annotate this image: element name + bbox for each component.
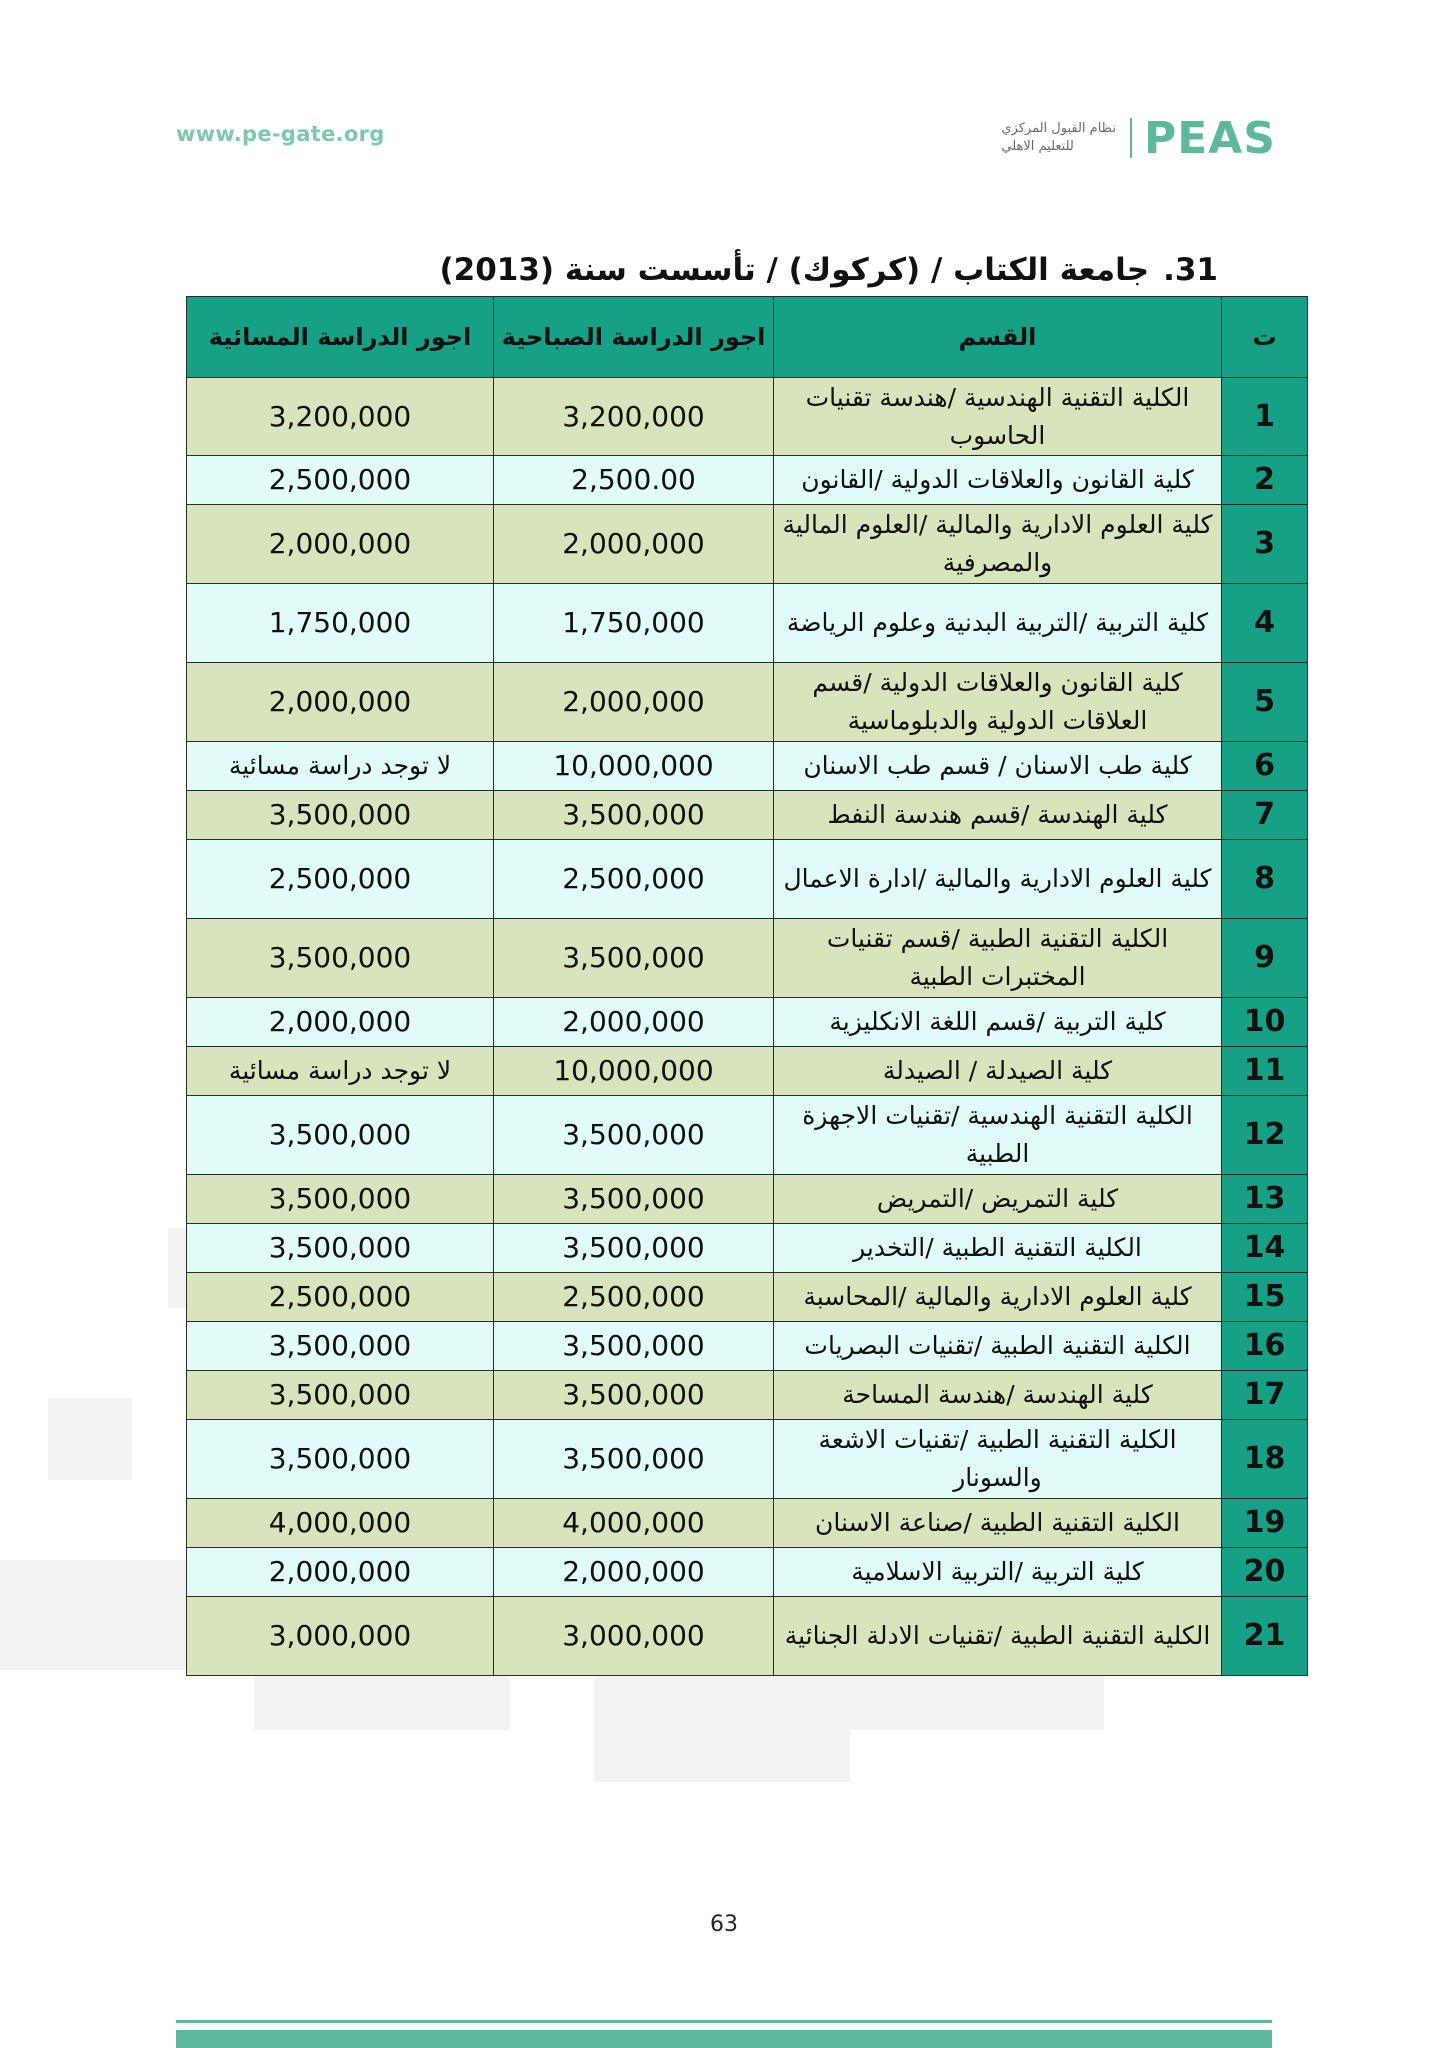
table-row (187, 505, 1308, 584)
section-title-text: جامعة الكتاب / (كركوك) / تأسست سنة (2013) (439, 252, 1150, 288)
row-evening-fee: 1,750,000 (187, 584, 494, 663)
header-evening-fees: اجور الدراسة المسائية (187, 297, 494, 378)
row-department: كلية التربية /التربية البدنية وعلوم الرياضة (774, 584, 1222, 663)
row-evening-fee: 2,000,000 (187, 998, 494, 1047)
row-department: كلية التربية /التربية الاسلامية (774, 1548, 1222, 1597)
table-row (187, 1175, 1308, 1224)
logo-subtitle (1001, 120, 1116, 156)
row-department: كلية الصيدلة / الصيدلة (774, 1047, 1222, 1096)
header-department: القسم (774, 297, 1222, 378)
footer-band (176, 2030, 1272, 2048)
row-index: 16 (1222, 1322, 1308, 1371)
watermark-shape (48, 1398, 132, 1480)
row-evening-fee: 3,500,000 (187, 919, 494, 998)
table-row (187, 378, 1308, 456)
table-row (187, 1322, 1308, 1371)
row-morning-fee: 4,000,000 (494, 1499, 774, 1548)
table-row (187, 1371, 1308, 1420)
row-evening-fee: 3,500,000 (187, 1224, 494, 1273)
table-row (187, 1499, 1308, 1548)
table-header-row (187, 297, 1308, 378)
page-number: 63 (710, 1912, 738, 1937)
row-index: 11 (1222, 1047, 1308, 1096)
row-department: الكلية التقنية الطبية /التخدير (774, 1224, 1222, 1273)
row-morning-fee: 3,000,000 (494, 1597, 774, 1676)
row-index: 13 (1222, 1175, 1308, 1224)
table-row (187, 1597, 1308, 1676)
row-index: 7 (1222, 791, 1308, 840)
row-evening-fee: 2,000,000 (187, 1548, 494, 1597)
row-evening-fee: 3,000,000 (187, 1597, 494, 1676)
logo-subtitle-line1: نظام القبول المركزي (1001, 121, 1116, 136)
row-morning-fee: 10,000,000 (494, 1047, 774, 1096)
row-department: كلية الهندسة /قسم هندسة النفط (774, 791, 1222, 840)
row-morning-fee: 3,500,000 (494, 1175, 774, 1224)
row-department: كلية طب الاسنان / قسم طب الاسنان (774, 742, 1222, 791)
footer-divider (176, 2020, 1272, 2023)
row-evening-fee: لا توجد دراسة مسائية (187, 1047, 494, 1096)
row-morning-fee: 3,500,000 (494, 1096, 774, 1175)
row-morning-fee: 2,000,000 (494, 1548, 774, 1597)
row-morning-fee: 2,000,000 (494, 998, 774, 1047)
row-evening-fee: 3,500,000 (187, 1371, 494, 1420)
row-index: 3 (1222, 505, 1308, 584)
row-morning-fee: 2,500,000 (494, 840, 774, 919)
row-index: 12 (1222, 1096, 1308, 1175)
section-title (439, 252, 1218, 288)
row-morning-fee: 2,000,000 (494, 505, 774, 584)
watermark-shape (850, 1674, 1104, 1730)
header-index: ت (1222, 297, 1308, 378)
row-index: 20 (1222, 1548, 1308, 1597)
row-evening-fee: 4,000,000 (187, 1499, 494, 1548)
row-department: الكلية التقنية الطبية /تقنيات البصريات (774, 1322, 1222, 1371)
table-row (187, 1548, 1308, 1597)
table-row (187, 919, 1308, 998)
row-morning-fee: 3,500,000 (494, 1322, 774, 1371)
table-row (187, 1420, 1308, 1499)
row-morning-fee: 3,500,000 (494, 1371, 774, 1420)
logo-divider (1130, 118, 1132, 158)
watermark-shape (0, 1560, 186, 1670)
row-index: 8 (1222, 840, 1308, 919)
row-department: الكلية التقنية الهندسية /هندسة تقنيات الحاسوب (774, 378, 1222, 456)
row-morning-fee: 1,750,000 (494, 584, 774, 663)
table-row (187, 840, 1308, 919)
row-index: 21 (1222, 1597, 1308, 1676)
fees-table (186, 296, 1308, 1676)
row-morning-fee: 2,500,000 (494, 1273, 774, 1322)
row-department: الكلية التقنية الطبية /تقنيات الادلة الجنائية (774, 1597, 1222, 1676)
row-morning-fee: 2,000,000 (494, 663, 774, 742)
table-row (187, 998, 1308, 1047)
table-row (187, 791, 1308, 840)
peas-logo (1001, 112, 1276, 164)
table-row (187, 584, 1308, 663)
logo-mark: PEAS (1143, 112, 1276, 164)
row-department: كلية التمريض /التمريض (774, 1175, 1222, 1224)
row-index: 15 (1222, 1273, 1308, 1322)
row-department: الكلية التقنية الهندسية /تقنيات الاجهزة الطبية (774, 1096, 1222, 1175)
row-evening-fee: لا توجد دراسة مسائية (187, 742, 494, 791)
section-number: 31. (1163, 252, 1218, 288)
row-evening-fee: 3,500,000 (187, 791, 494, 840)
row-index: 9 (1222, 919, 1308, 998)
row-department: كلية القانون والعلاقات الدولية /القانون (774, 456, 1222, 505)
row-morning-fee: 3,500,000 (494, 919, 774, 998)
row-department: كلية العلوم الادارية والمالية /ادارة الاعمال (774, 840, 1222, 919)
row-department: الكلية التقنية الطبية /قسم تقنيات المختبرات الطبية (774, 919, 1222, 998)
table-row (187, 1273, 1308, 1322)
row-index: 18 (1222, 1420, 1308, 1499)
row-index: 1 (1222, 378, 1308, 456)
logo-subtitle-line2: للتعليم الاهلي (1001, 139, 1074, 154)
row-evening-fee: 2,000,000 (187, 505, 494, 584)
watermark-shape (254, 1674, 510, 1730)
row-index: 5 (1222, 663, 1308, 742)
row-department: كلية القانون والعلاقات الدولية /قسم العلاقات الدولية والدبلوماسية (774, 663, 1222, 742)
row-evening-fee: 3,500,000 (187, 1322, 494, 1371)
row-evening-fee: 2,000,000 (187, 663, 494, 742)
table-row (187, 742, 1308, 791)
table-row (187, 1224, 1308, 1273)
table-row (187, 663, 1308, 742)
row-evening-fee: 3,500,000 (187, 1096, 494, 1175)
row-evening-fee: 2,500,000 (187, 1273, 494, 1322)
site-url[interactable]: www.pe-gate.org (176, 122, 385, 146)
row-department: الكلية التقنية الطبية /تقنيات الاشعة والسونار (774, 1420, 1222, 1499)
table-row (187, 456, 1308, 505)
row-morning-fee: 3,500,000 (494, 791, 774, 840)
row-index: 14 (1222, 1224, 1308, 1273)
table-row (187, 1096, 1308, 1175)
row-morning-fee: 3,500,000 (494, 1420, 774, 1499)
row-department: كلية التربية /قسم اللغة الانكليزية (774, 998, 1222, 1047)
row-morning-fee: 10,000,000 (494, 742, 774, 791)
row-index: 4 (1222, 584, 1308, 663)
row-morning-fee: 2,500.00 (494, 456, 774, 505)
row-index: 6 (1222, 742, 1308, 791)
row-evening-fee: 3,200,000 (187, 378, 494, 456)
row-morning-fee: 3,500,000 (494, 1224, 774, 1273)
row-index: 10 (1222, 998, 1308, 1047)
row-department: كلية العلوم الادارية والمالية /المحاسبة (774, 1273, 1222, 1322)
row-department: الكلية التقنية الطبية /صناعة الاسنان (774, 1499, 1222, 1548)
row-evening-fee: 2,500,000 (187, 456, 494, 505)
row-department: كلية الهندسة /هندسة المساحة (774, 1371, 1222, 1420)
row-index: 2 (1222, 456, 1308, 505)
header-morning-fees: اجور الدراسة الصباحية (494, 297, 774, 378)
row-index: 17 (1222, 1371, 1308, 1420)
row-evening-fee: 3,500,000 (187, 1420, 494, 1499)
row-index: 19 (1222, 1499, 1308, 1548)
row-evening-fee: 3,500,000 (187, 1175, 494, 1224)
row-department: كلية العلوم الادارية والمالية /العلوم المالية والمصرفية (774, 505, 1222, 584)
row-morning-fee: 3,200,000 (494, 378, 774, 456)
table-row (187, 1047, 1308, 1096)
watermark-shape (594, 1674, 850, 1782)
row-evening-fee: 2,500,000 (187, 840, 494, 919)
